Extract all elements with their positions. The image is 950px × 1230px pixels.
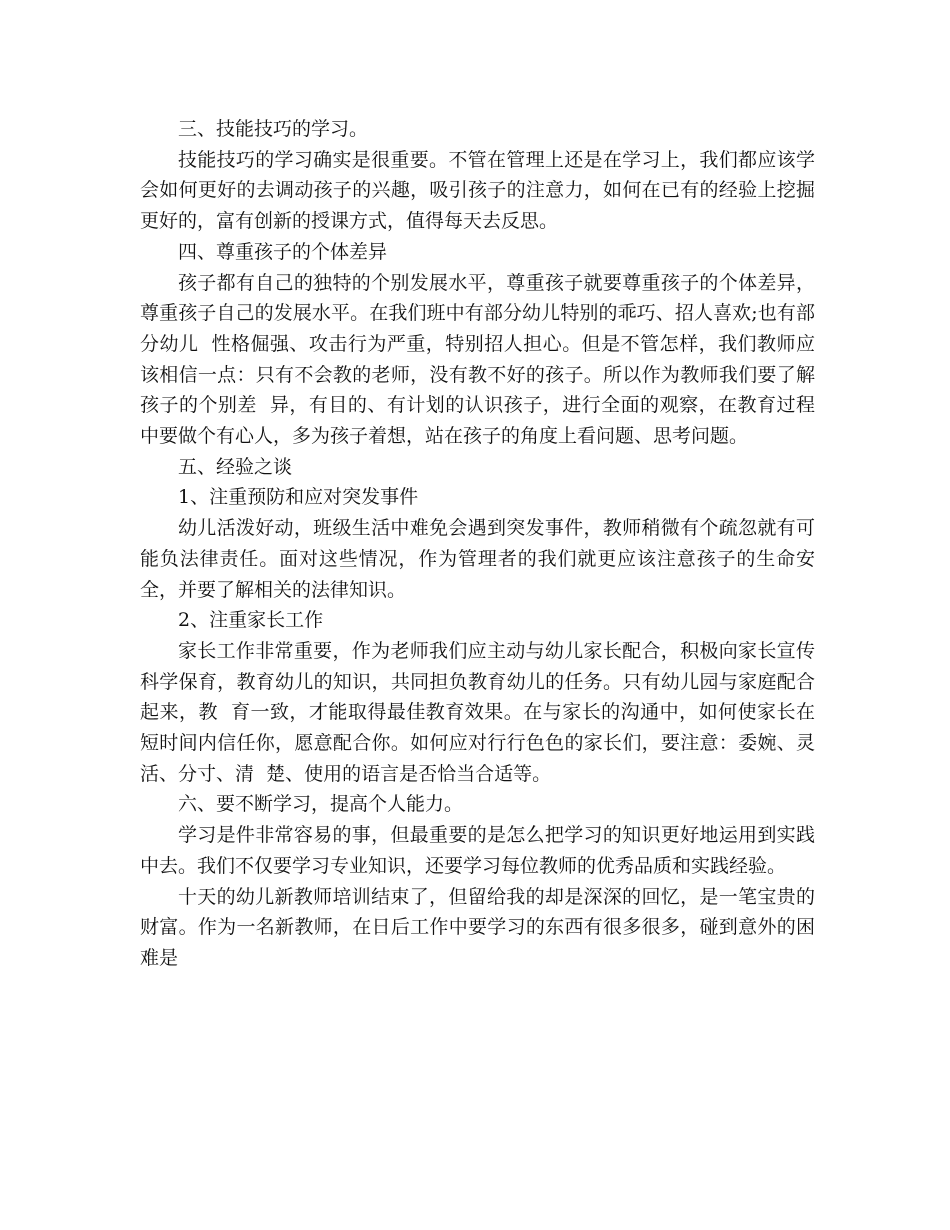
heading-keep-learning: 六、要不断学习，提高个人能力。 (178, 793, 464, 816)
heading-experience: 五、经验之谈 (178, 455, 293, 478)
paragraph-emergencies: 幼儿活泼好动，班级生活中难免会遇到突发事件，教师稍微有个疏忽就有可能负法律责任。面对这些情况，作为管理者的我们就更应该注意孩子的生命安全，并要了解相关的法律知识。 (140, 517, 815, 601)
paragraph-individual-differences: 孩子都有自己的独特的个别发展水平，尊重孩子就要尊重孩子的个体差异，尊重孩子自己的发展水平。在我们班中有部分幼儿特别的乖巧、招人喜欢;也有部分幼儿 性格倔强、攻击行为严重，特别招人担心。但是不管怎样，我们教师应该相信一点：只有不会教的老师，没有教不好的孩子。所以作为教师我们要了解孩子的个别差 异，有目的、有计划的认识孩子，进行全面的观察，在教育过程中要做个有心人，多为孩子着想，站在孩子的角度上看问题、思考问题。 (140, 271, 815, 448)
paragraph-conclusion: 十天的幼儿新教师培训结束了，但留给我的却是深深的回忆，是一笔宝贵的财富。作为一名新教师，在日后工作中要学习的东西有很多很多，碰到意外的困难是 (140, 885, 815, 969)
document-body (140, 114, 815, 974)
paragraph-parent-work: 家长工作非常重要，作为老师我们应主动与幼儿家长配合，积极向家长宣传科学保育，教育幼儿的知识，共同担负教育幼儿的任务。只有幼儿园与家庭配合起来，教 育一致，才能取得最佳教育效果。在与家长的沟通中，如何使家长在短时间内信任你，愿意配合你。如何应对行行色色的家长们，要注意：委婉、灵活、分寸、清 楚、使用的语言是否恰当合适等。 (140, 639, 815, 785)
paragraph-skills-learning: 技能技巧的学习确实是很重要。不管在管理上还是在学习上，我们都应该学会如何更好的去调动孩子的兴趣，吸引孩子的注意力，如何在已有的经验上挖掘更好的，富有创新的授课方式，值得每天去反思。 (140, 148, 815, 233)
heading-skills-learning: 三、技能技巧的学习。 (178, 118, 369, 140)
paragraph-keep-learning: 学习是件非常容易的事，但最重要的是怎么把学习的知识更好地运用到实践中去。我们不仅要学习专业知识，还要学习每位教师的优秀品质和实践经验。 (140, 824, 815, 877)
heading-respect-individual-differences: 四、尊重孩子的个体差异 (178, 240, 388, 263)
subheading-parent-work: 2、注重家长工作 (178, 609, 324, 632)
subheading-emergencies: 1、注重预防和应对突发事件 (178, 486, 419, 509)
